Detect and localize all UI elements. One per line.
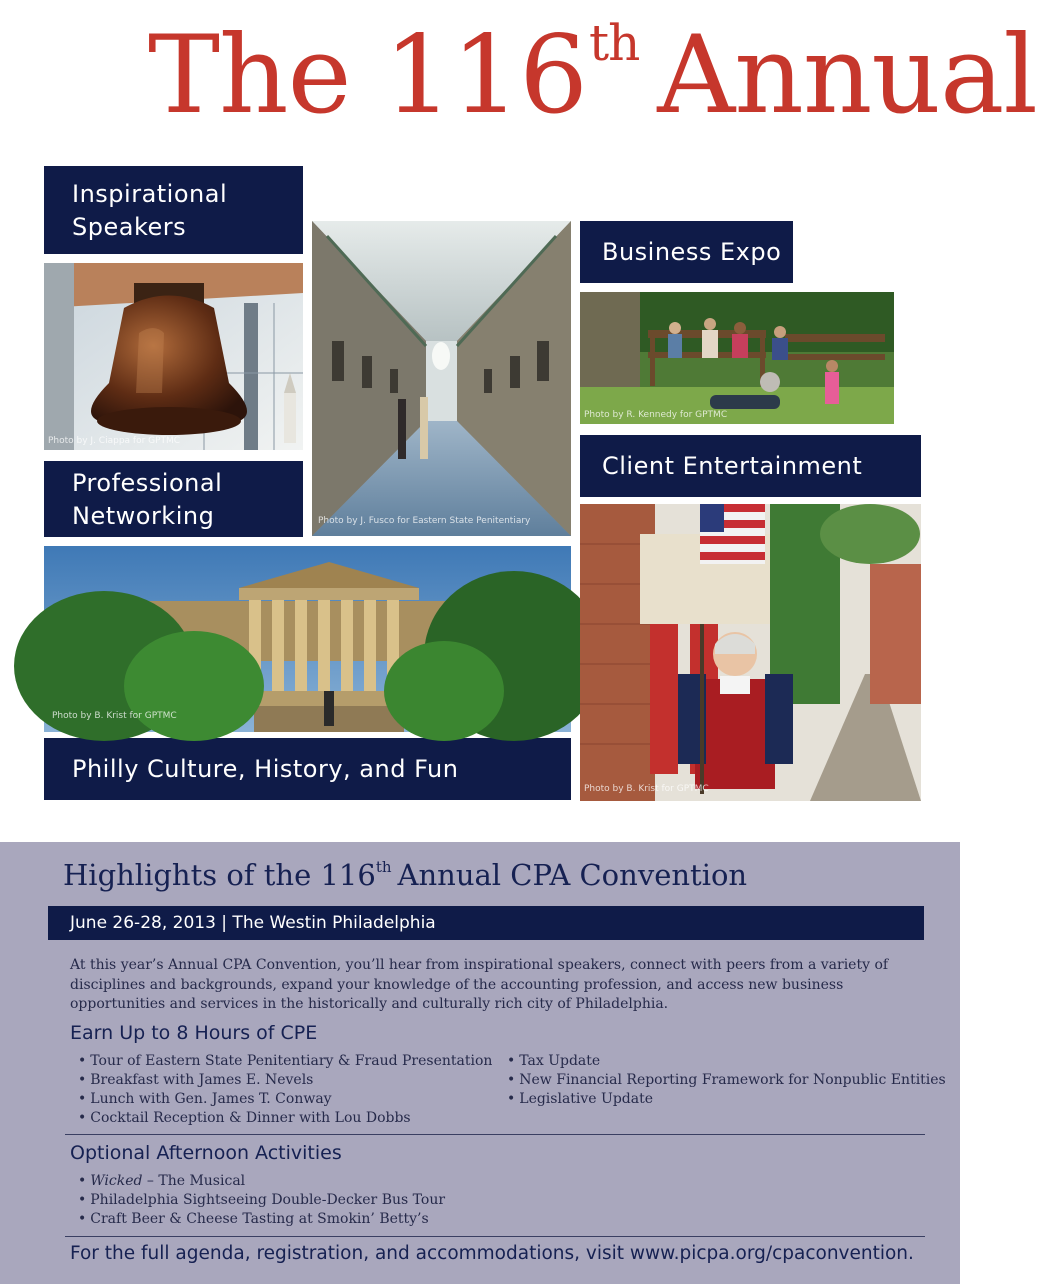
photo-credit: Photo by R. Kennedy for GPTMC: [584, 410, 728, 420]
list-item: • Breakfast with James E. Nevels: [78, 1071, 492, 1090]
highlights-title: [63, 858, 747, 892]
cpe-heading: Earn Up to 8 Hours of CPE: [70, 1022, 318, 1044]
label-line: Networking: [72, 502, 215, 530]
prison-corridor-photo: [312, 221, 571, 536]
franklin-street-photo: [580, 504, 921, 801]
label-philly-culture: [44, 738, 571, 800]
list-item: • Philadelphia Sightseeing Double-Decker Bus Tour: [78, 1191, 445, 1210]
list-item: • Tax Update: [507, 1052, 946, 1071]
section-divider: [65, 1236, 925, 1237]
list-item: [78, 1172, 445, 1191]
label-inspirational-speakers: [44, 166, 303, 254]
art-museum-photo: [44, 546, 571, 732]
label-line: Speakers: [72, 213, 187, 241]
highlights-title-post: Annual CPA Convention: [397, 858, 748, 892]
label-client-entertainment: [580, 435, 921, 497]
optional-list: [78, 1172, 445, 1229]
cpe-list-left: [78, 1052, 492, 1128]
page-title: [148, 13, 1037, 138]
list-item: • Legislative Update: [507, 1090, 946, 1109]
label-line: Business Expo: [602, 238, 782, 266]
wicked-subtitle: – The Musical: [142, 1173, 246, 1189]
list-item: • Craft Beer & Cheese Tasting at Smokin’ Betty’s: [78, 1210, 445, 1229]
label-line: Professional: [72, 469, 223, 497]
label-line: Philly Culture, History, and Fun: [72, 755, 459, 783]
title-main: The 116: [148, 13, 587, 138]
list-item: • New Financial Reporting Framework for Nonpublic Entities: [507, 1071, 946, 1090]
intro-paragraph: At this year’s Annual CPA Convention, you’ll hear from inspirational speakers, connect with peers from a variety of disciplines and backgrounds, expand your knowledge of the accounting profession, and access new business opportunities and services in the historically and culturally rich city of Philadelphia.: [70, 957, 889, 1012]
list-item: • Tour of Eastern State Penitentiary & Fraud Presentation: [78, 1052, 492, 1071]
date-location-bar: June 26-28, 2013 | The Westin Philadelphia: [48, 906, 924, 940]
title-superscript: th: [588, 14, 640, 72]
optional-heading: Optional Afternoon Activities: [70, 1142, 342, 1164]
title-tail: Annual: [657, 13, 1037, 138]
park-benches-photo: [580, 292, 894, 424]
list-item: • Lunch with Gen. James T. Conway: [78, 1090, 492, 1109]
list-item: • Cocktail Reception & Dinner with Lou Dobbs: [78, 1109, 492, 1128]
footer-cta: For the full agenda, registration, and accommodations, visit www.picpa.org/cpaconvention.: [70, 1243, 914, 1264]
label-business-expo: [580, 221, 793, 283]
wicked-title: Wicked: [90, 1173, 143, 1189]
highlights-title-sup: th: [375, 858, 392, 876]
photo-credit: Photo by B. Krist for GPTMC: [584, 784, 709, 794]
label-line: Inspirational: [72, 180, 228, 208]
highlights-title-pre: Highlights of the 116: [63, 858, 376, 892]
liberty-bell-photo: [44, 263, 303, 450]
cpe-list-right: [507, 1052, 946, 1109]
label-line: Client Entertainment: [602, 452, 863, 480]
label-professional-networking: [44, 461, 303, 537]
section-divider: [65, 1134, 925, 1135]
photo-credit: Photo by J. Ciappa for GPTMC: [48, 436, 181, 446]
photo-credit: Photo by J. Fusco for Eastern State Penitentiary: [318, 516, 531, 526]
photo-credit: Photo by B. Krist for GPTMC: [52, 711, 177, 721]
